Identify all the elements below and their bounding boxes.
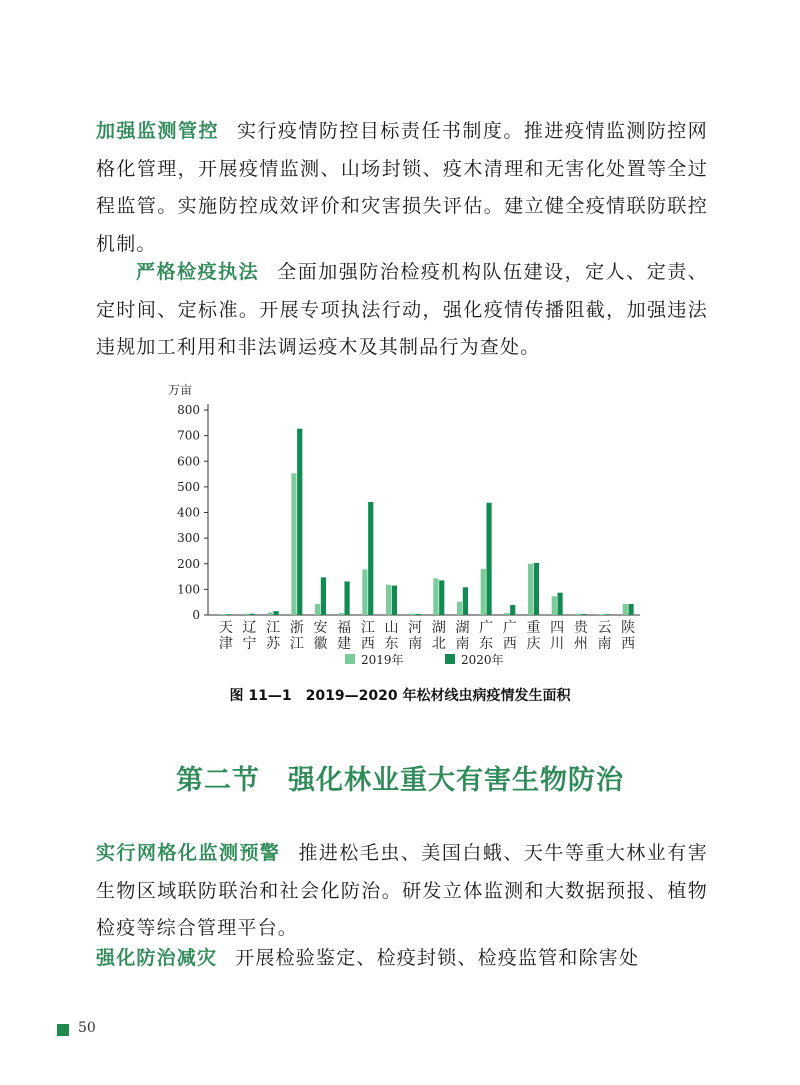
term-quarantine-enforcement: 严格检疫执法 bbox=[136, 261, 260, 283]
bar-2019-12 bbox=[504, 613, 509, 615]
legend-label-2020: 2020年 bbox=[461, 653, 504, 667]
y-tick-label: 200 bbox=[177, 556, 200, 571]
paragraph-grid-monitoring bbox=[96, 835, 708, 948]
paragraph-monitoring-control bbox=[96, 113, 708, 263]
paragraph-text: 实行疫情防控目标责任书制度。推进疫情监测防控网格化管理，开展疫情监测、山场封锁、疫木清理和无害化处置等全过程监管。实施防控成效评价和灾害损失评估。建立健全疫情联防联控机制。 bbox=[96, 120, 709, 255]
x-tick-label-char: 广 bbox=[479, 620, 494, 636]
x-tick-label-char: 湖 bbox=[431, 620, 446, 636]
x-tick-label-char: 江 bbox=[289, 636, 304, 652]
x-tick-label-char: 贵 bbox=[573, 620, 588, 636]
y-tick-label: 700 bbox=[177, 428, 200, 443]
x-tick-label-char: 津 bbox=[218, 636, 233, 652]
x-tick-label-char: 西 bbox=[360, 636, 375, 652]
x-tick-label-char: 福 bbox=[337, 620, 352, 636]
bar-2019-16 bbox=[599, 614, 604, 615]
bar-2019-14 bbox=[552, 596, 557, 615]
x-tick-label-char: 安 bbox=[313, 620, 328, 636]
paragraph-text: 全面加强防治检疫机构队伍建设，定人、定责、定时间、定标准。开展专项执法行动，强化疫情传播阻截，加强违法违规加工利用和非法调运疫木及其制品行为查处。 bbox=[96, 261, 708, 358]
x-tick-label-char: 庆 bbox=[526, 636, 541, 652]
bar-2019-2 bbox=[268, 612, 273, 615]
x-tick-label-char: 重 bbox=[526, 620, 541, 636]
bar-2019-17 bbox=[623, 604, 628, 615]
bar-2020-9 bbox=[439, 580, 444, 615]
bar-2019-6 bbox=[362, 569, 367, 615]
bar-2020-11 bbox=[486, 503, 491, 615]
legend-swatch-2019 bbox=[345, 654, 355, 664]
bar-2020-0 bbox=[226, 614, 231, 615]
bar-2020-13 bbox=[534, 563, 539, 615]
bar-2019-9 bbox=[433, 578, 438, 615]
bar-2020-8 bbox=[415, 614, 420, 615]
x-tick-label-char: 州 bbox=[573, 636, 588, 652]
x-tick-label-char: 湖 bbox=[455, 620, 470, 636]
bar-2020-4 bbox=[321, 577, 326, 615]
x-tick-label-char: 南 bbox=[408, 636, 423, 652]
bar-2019-10 bbox=[457, 602, 462, 615]
footer-marker-icon bbox=[57, 1024, 69, 1036]
y-tick-label: 400 bbox=[177, 505, 200, 520]
bar-2020-1 bbox=[250, 614, 255, 615]
figure-caption: 图 11—1 2019—2020 年松材线虫病疫情发生面积 bbox=[229, 688, 571, 704]
bar-2020-17 bbox=[628, 604, 633, 615]
x-tick-label-char: 建 bbox=[337, 636, 352, 652]
x-tick-label-char: 江 bbox=[360, 620, 375, 636]
x-tick-label-char: 四 bbox=[550, 620, 565, 636]
x-tick-label-char: 河 bbox=[408, 620, 423, 636]
x-tick-label-char: 西 bbox=[502, 636, 517, 652]
x-tick-label-char: 山 bbox=[384, 620, 399, 636]
bar-2019-11 bbox=[481, 569, 486, 615]
paragraph-text: 推进松毛虫、美国白蛾、天牛等重大林业有害生物区域联防联治和社会化防治。研发立体监测和大数据预报、植物检疫等综合管理平台。 bbox=[96, 842, 708, 939]
x-tick-label-char: 北 bbox=[431, 636, 446, 652]
bar-2019-13 bbox=[528, 564, 533, 615]
paragraph-quarantine-enforcement bbox=[96, 254, 708, 367]
bar-2019-3 bbox=[291, 473, 296, 615]
x-tick-label-char: 江 bbox=[266, 620, 281, 636]
bar-2019-4 bbox=[315, 604, 320, 615]
x-tick-label-char: 南 bbox=[455, 636, 470, 652]
bar-2019-5 bbox=[339, 613, 344, 615]
bar-2020-16 bbox=[605, 614, 610, 615]
bar-2020-15 bbox=[581, 614, 586, 615]
bar-2020-6 bbox=[368, 502, 373, 615]
bar-2020-7 bbox=[392, 586, 397, 615]
x-tick-label-char: 苏 bbox=[266, 636, 281, 652]
paragraph-disaster-reduction bbox=[96, 940, 708, 978]
legend-label-2019: 2019年 bbox=[361, 653, 404, 667]
bar-2020-12 bbox=[510, 605, 515, 615]
x-tick-label-char: 东 bbox=[384, 636, 399, 652]
x-tick-label-char: 陕 bbox=[621, 620, 636, 636]
x-tick-label-char: 徽 bbox=[313, 636, 328, 652]
y-tick-label: 300 bbox=[177, 531, 200, 546]
term-disaster-reduction: 强化防治减灾 bbox=[96, 947, 218, 969]
bar-2019-1 bbox=[244, 614, 249, 615]
bar-2020-3 bbox=[297, 429, 302, 615]
x-tick-label-char: 辽 bbox=[242, 620, 257, 636]
x-tick-label-char: 云 bbox=[597, 620, 612, 636]
bar-2020-14 bbox=[557, 593, 562, 615]
x-tick-label-char: 南 bbox=[597, 636, 612, 652]
legend-swatch-2020 bbox=[445, 654, 455, 664]
x-tick-label-char: 浙 bbox=[289, 620, 304, 636]
x-tick-label-char: 川 bbox=[550, 636, 565, 652]
y-axis-label: 万亩 bbox=[167, 383, 193, 397]
y-tick-label: 500 bbox=[177, 479, 200, 494]
bar-2020-2 bbox=[273, 611, 278, 615]
bar-2019-0 bbox=[220, 614, 225, 615]
bar-2020-5 bbox=[344, 581, 349, 615]
y-tick-label: 100 bbox=[177, 582, 200, 597]
page-number: 50 bbox=[78, 1020, 96, 1036]
bar-chart bbox=[160, 372, 650, 682]
bar-2019-15 bbox=[575, 614, 580, 615]
x-tick-label-char: 东 bbox=[479, 636, 494, 652]
x-tick-label-char: 西 bbox=[621, 636, 636, 652]
section-title: 第二节 强化林业重大有害生物防治 bbox=[176, 765, 624, 796]
bar-2019-8 bbox=[410, 614, 415, 615]
y-tick-label: 600 bbox=[177, 454, 200, 469]
x-tick-label-char: 天 bbox=[218, 620, 233, 636]
y-tick-label: 0 bbox=[192, 608, 200, 622]
bar-2020-10 bbox=[463, 587, 468, 615]
y-tick-label: 800 bbox=[177, 403, 200, 417]
x-tick-label-char: 宁 bbox=[242, 636, 257, 652]
term-grid-monitoring: 实行网格化监测预警 bbox=[96, 842, 281, 864]
bar-2019-7 bbox=[386, 585, 391, 615]
x-tick-label-char: 广 bbox=[502, 620, 517, 636]
paragraph-text: 开展检验鉴定、检疫封锁、检疫监管和除害处 bbox=[235, 947, 640, 969]
term-monitoring-control: 加强监测管控 bbox=[96, 120, 219, 142]
